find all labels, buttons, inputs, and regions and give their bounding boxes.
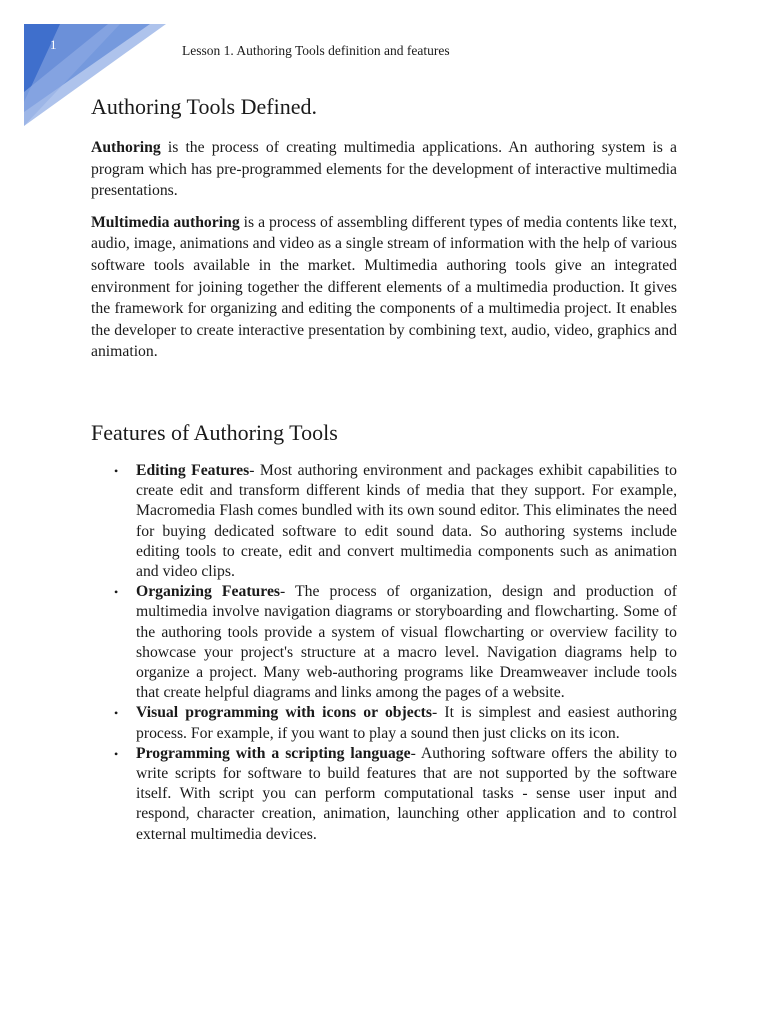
feature-text: - Most authoring environment and packages exhibit capabilities to create edit and transform different kinds of media that they support. For example, Macromedia Flash comes bundled with its own sound editor. This eliminates the need for buying dedicated software to edit sound data. So authoring systems include editing tools to create, edit and convert multimedia components such as animation and video clips. xyxy=(136,461,677,580)
feature-text: - It is simplest and easiest authoring process. For example, if you want to play a sound then just clicks on its icon. xyxy=(136,704,677,742)
running-header: Lesson 1. Authoring Tools definition and features xyxy=(182,43,450,58)
features-list xyxy=(91,461,677,845)
paragraph-text: is a process of assembling different types of media contents like text, audio, image, animations and video as a single stream of information with the help of various software tools available in the market. Multimedia authoring tools give an integrated environment for joining together the different elements of a multimedia production. It gives the framework for organizing and editing the components of a multimedia project. It enables the developer to create interactive presentation by combining text, audio, video, graphics and animation. xyxy=(91,213,678,361)
list-item xyxy=(114,744,677,845)
list-item xyxy=(114,703,677,743)
feature-term: Organizing Features xyxy=(136,583,281,601)
document-body xyxy=(91,93,677,845)
page-number: 1 xyxy=(50,37,57,52)
list-item xyxy=(114,582,677,703)
bullet-icon: • xyxy=(114,463,119,478)
paragraph-authoring xyxy=(91,137,677,202)
paragraph-multimedia-authoring xyxy=(91,212,677,363)
bullet-icon: • xyxy=(114,746,119,761)
feature-term: Visual programming with icons or objects xyxy=(136,704,432,722)
feature-term: Programming with a scripting language xyxy=(136,744,411,762)
term-multimedia-authoring: Multimedia authoring xyxy=(91,213,240,231)
section-title-features: Features of Authoring Tools xyxy=(91,419,338,445)
feature-text: - The process of organization, design and production of multimedia involve navigation diagrams or storyboarding and flowcharting. Some of the authoring tools provide a system of visual flowcharting or overview facility to showcase your project's structure at a macro level. Navigation diagrams help to organize a project. Many web-authoring programs like Dreamweaver include tools that create helpful diagrams and links among the pages of a website. xyxy=(136,583,677,702)
section-title-definition: Authoring Tools Defined. xyxy=(91,94,317,119)
list-item xyxy=(114,461,677,582)
bullet-icon: • xyxy=(114,585,119,600)
term-authoring: Authoring xyxy=(91,139,161,156)
feature-text: - Authoring software offers the ability to write scripts for software to build features that are not supported by the software itself. With script you can perform computational tasks - sense user input and respond, character creation, animation, launching other application and to control external multimedia devices. xyxy=(136,744,677,843)
paragraph-text: is the process of creating multimedia applications. An authoring system is a program which has pre-programmed elements for the development of interactive multimedia presentations. xyxy=(91,139,677,200)
feature-term: Editing Features xyxy=(136,461,250,479)
bullet-icon: • xyxy=(114,706,119,721)
